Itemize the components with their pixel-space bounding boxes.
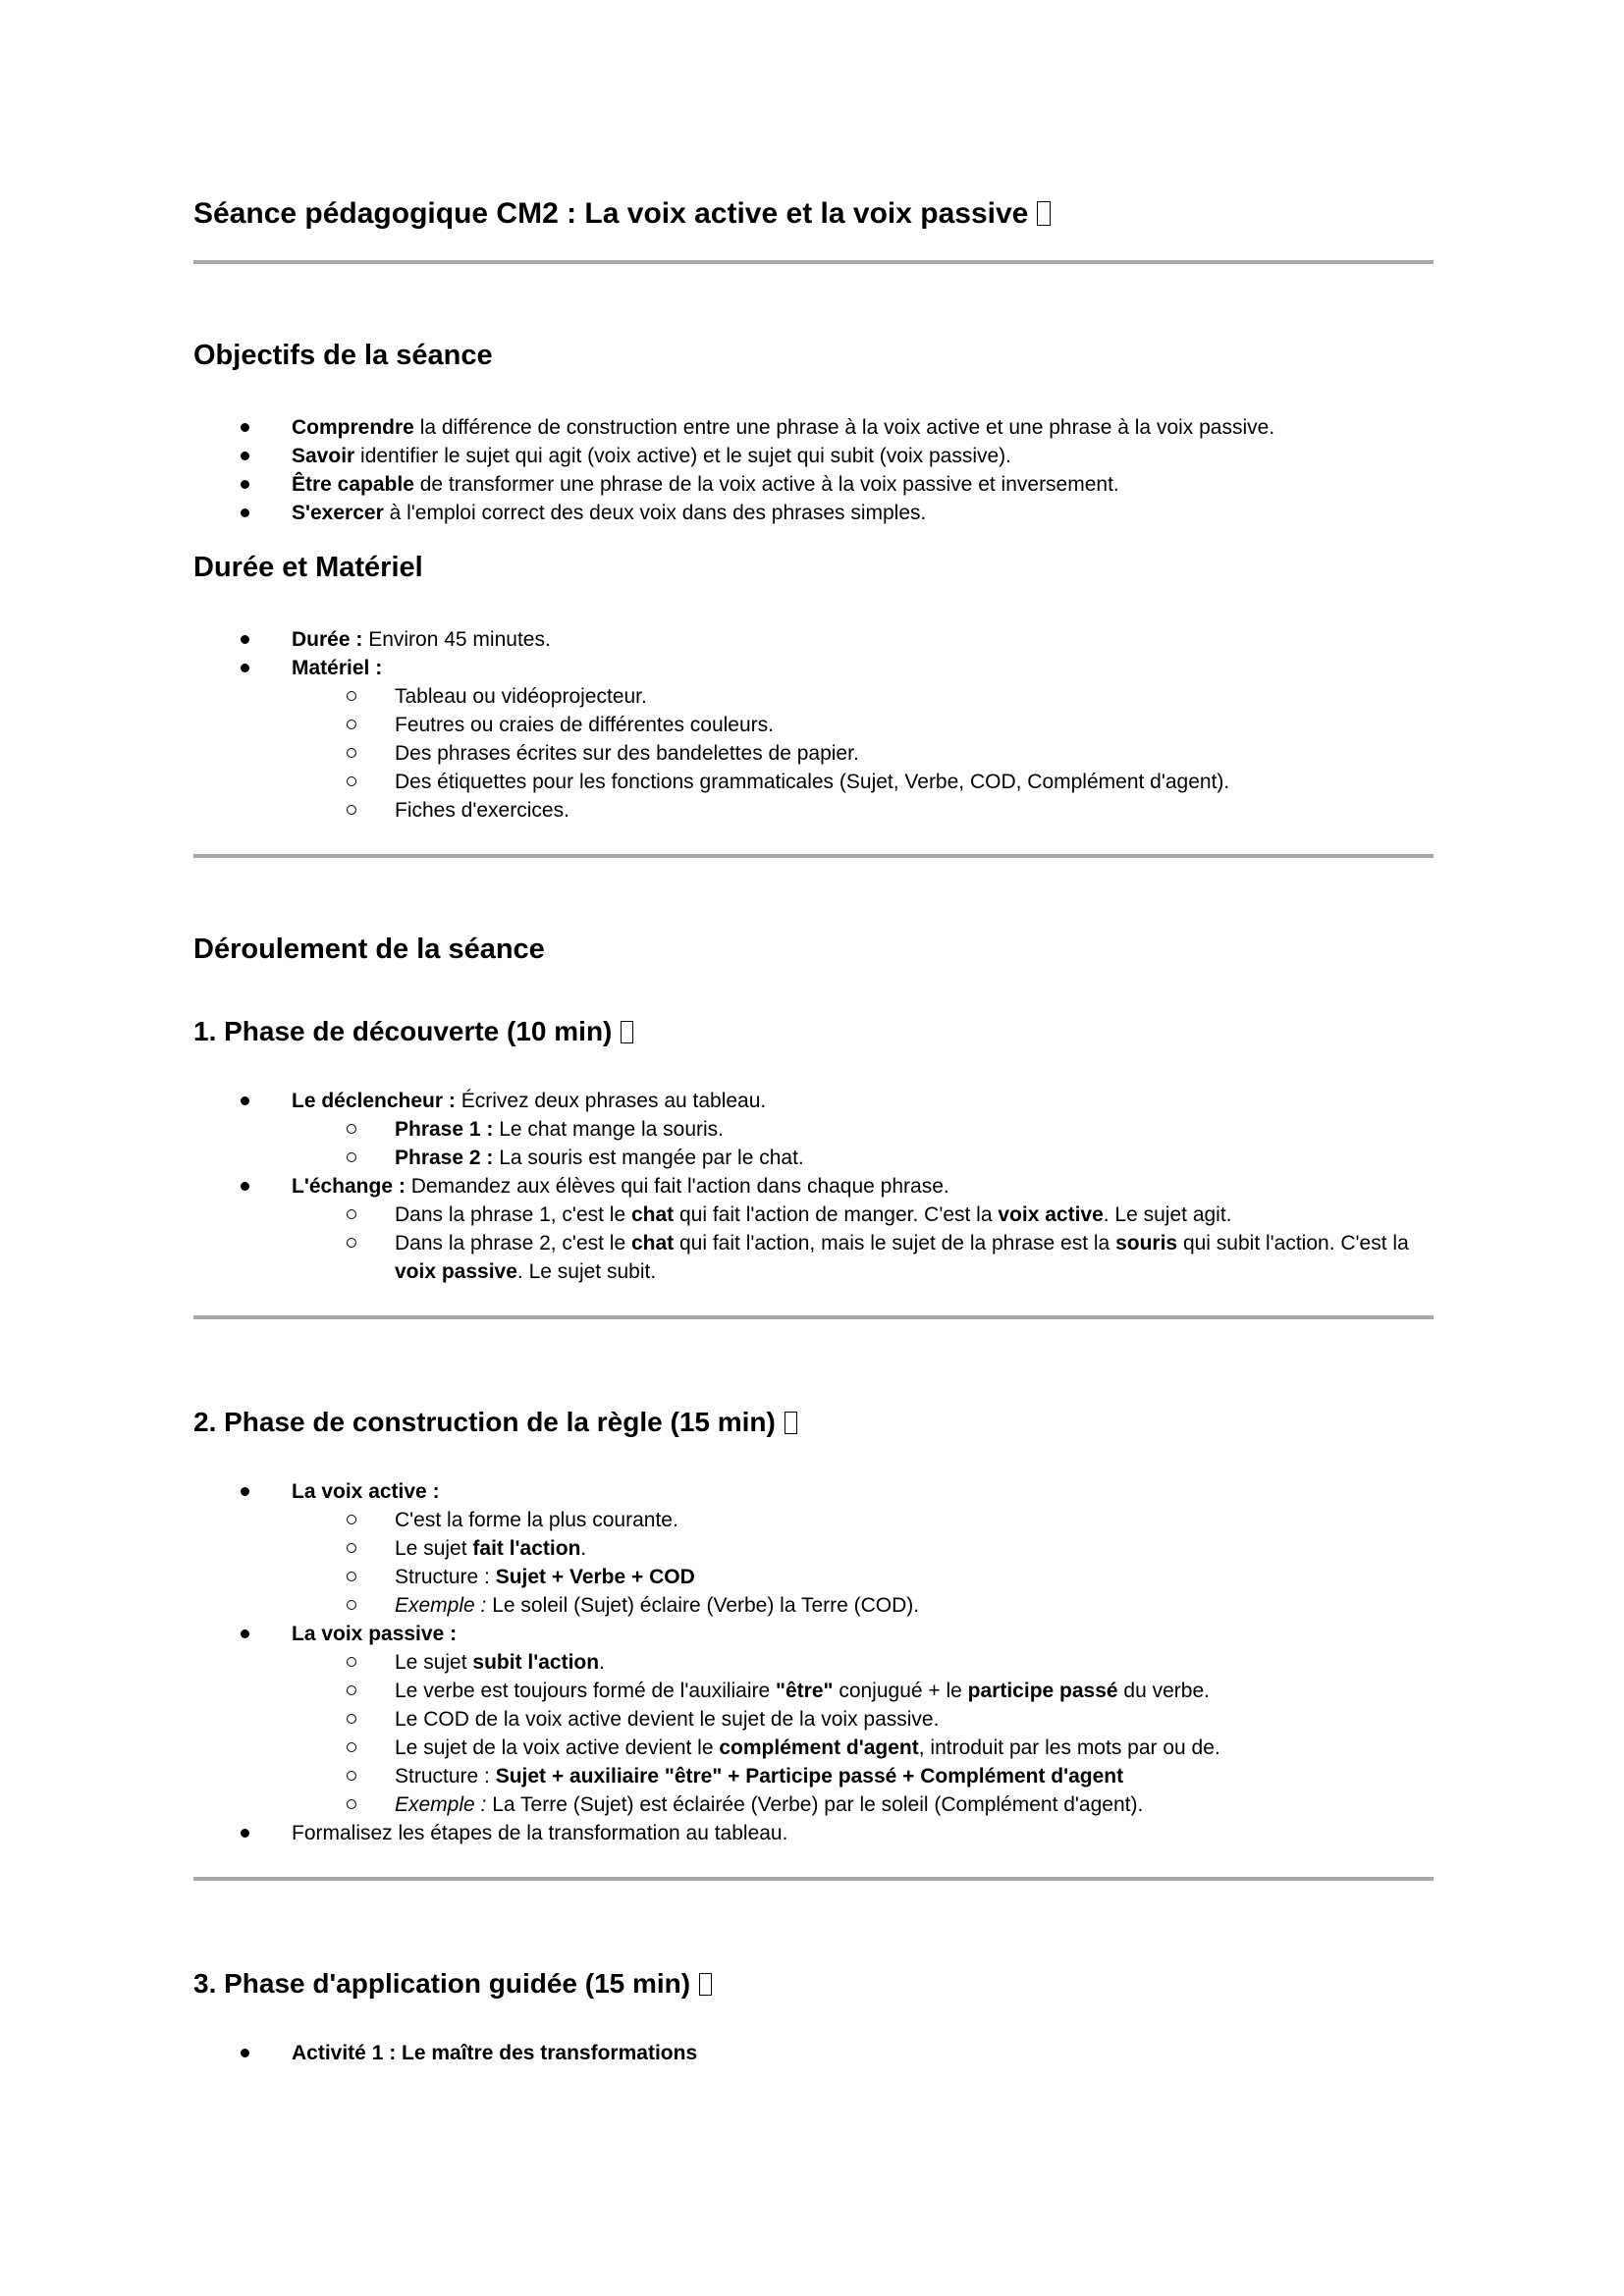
section-heading: Objectifs de la séance bbox=[193, 340, 493, 371]
text-run: Le soleil (Sujet) éclaire (Verbe) la Terre (COD). bbox=[486, 1594, 920, 1617]
bullet-circle-marker bbox=[347, 720, 356, 729]
text-run: Phrase 1 : bbox=[395, 1118, 494, 1141]
text-run: Dans la phrase 2, c'est le bbox=[395, 1232, 631, 1255]
list-item bbox=[193, 1734, 1434, 1762]
text-run: souris bbox=[1115, 1232, 1178, 1255]
list-item bbox=[193, 1229, 1434, 1286]
bullet-circle-marker bbox=[347, 805, 356, 815]
text-run: à l'emploi correct des deux voix dans des phrases simples. bbox=[383, 502, 927, 524]
text-run: Être capable bbox=[292, 473, 414, 496]
bullet-circle-marker bbox=[347, 1209, 356, 1219]
text-run: . bbox=[580, 1537, 587, 1560]
bullet-dot-marker bbox=[241, 664, 249, 672]
text-run: Tableau ou vidéoprojecteur. bbox=[395, 685, 647, 708]
bullet-circle-marker bbox=[347, 1572, 356, 1581]
bullet-dot-marker bbox=[241, 480, 249, 489]
bullet-circle-marker bbox=[347, 1742, 356, 1752]
text-run: Savoir bbox=[292, 445, 355, 467]
text-run: qui fait l'action, mais le sujet de la phrase est la bbox=[674, 1232, 1116, 1255]
bullet-circle-marker bbox=[347, 1124, 356, 1134]
bullet-circle-marker bbox=[347, 1543, 356, 1553]
text-run: de transformer une phrase de la voix active à la voix passive et inversement. bbox=[413, 473, 1119, 496]
text-run: Le sujet bbox=[395, 1537, 473, 1560]
text-run: Structure : bbox=[395, 1566, 496, 1588]
text-run: Matériel : bbox=[292, 657, 383, 679]
bullet-circle-marker bbox=[347, 1515, 356, 1524]
bullet-circle-marker bbox=[347, 1771, 356, 1781]
missing-emoji-box bbox=[785, 1412, 797, 1434]
text-run: voix active bbox=[998, 1203, 1104, 1226]
text-run: La souris est mangée par le chat. bbox=[493, 1147, 804, 1169]
bullet-circle-marker bbox=[347, 1238, 356, 1248]
list-item bbox=[193, 1677, 1434, 1705]
list-item bbox=[193, 654, 1434, 682]
text-run: C'est la forme la plus courante. bbox=[395, 1509, 678, 1531]
text-run: Le verbe est toujours formé de l'auxiliaire bbox=[395, 1680, 777, 1702]
text-run: Demandez aux élèves qui fait l'action dans chaque phrase. bbox=[405, 1175, 949, 1198]
bullet-circle-marker bbox=[347, 1152, 356, 1162]
missing-emoji-box bbox=[621, 1021, 633, 1043]
bullet-circle-marker bbox=[347, 1657, 356, 1667]
list-item bbox=[193, 1477, 1434, 1506]
list-item bbox=[193, 1115, 1434, 1144]
list-item bbox=[193, 1648, 1434, 1677]
text-run: qui fait l'action de manger. C'est la bbox=[674, 1203, 999, 1226]
list-item bbox=[193, 470, 1434, 499]
bullet-list bbox=[193, 413, 1434, 527]
list-item bbox=[193, 625, 1434, 654]
bullet-circle-marker bbox=[347, 748, 356, 758]
bullet-circle-marker bbox=[347, 776, 356, 786]
text-run: Durée : bbox=[292, 628, 363, 651]
text-run: L'échange : bbox=[292, 1175, 406, 1198]
text-run: voix passive bbox=[395, 1260, 517, 1283]
bullet-dot-marker bbox=[241, 2049, 249, 2057]
text-run: Dans la phrase 1, c'est le bbox=[395, 1203, 631, 1226]
text-run: Phrase 2 : bbox=[395, 1147, 494, 1169]
text-run: , introduit par les mots par ou de. bbox=[918, 1736, 1220, 1759]
list-item bbox=[193, 1591, 1434, 1620]
bullet-list bbox=[193, 1087, 1434, 1286]
list-item bbox=[193, 413, 1434, 442]
bullet-dot-marker bbox=[241, 452, 249, 460]
list-item bbox=[193, 499, 1434, 527]
bullet-list bbox=[193, 2039, 1434, 2067]
list-item bbox=[193, 1534, 1434, 1563]
bullet-dot-marker bbox=[241, 1487, 249, 1496]
list-item bbox=[193, 682, 1434, 711]
text-run: Activité 1 : Le maître des transformations bbox=[292, 2042, 698, 2064]
bullet-dot-marker bbox=[241, 1629, 249, 1638]
text-run: La Terre (Sujet) est éclairée (Verbe) par le soleil (Complément d'agent). bbox=[486, 1793, 1144, 1816]
bullet-circle-marker bbox=[347, 1799, 356, 1809]
list-item bbox=[193, 1087, 1434, 1115]
text-run: Le déclencheur : bbox=[292, 1090, 456, 1112]
phase-heading-label: 3. Phase d'application guidée (15 min) bbox=[193, 1968, 691, 1999]
text-run: . bbox=[599, 1651, 605, 1674]
phase-heading bbox=[193, 1015, 1434, 1047]
text-run: Fiches d'exercices. bbox=[395, 799, 569, 822]
text-run: Le chat mange la souris. bbox=[493, 1118, 725, 1141]
text-run: Structure : bbox=[395, 1765, 496, 1788]
section-heading: Durée et Matériel bbox=[193, 552, 423, 583]
list-item bbox=[193, 796, 1434, 825]
list-item bbox=[193, 739, 1434, 768]
text-run: fait l'action bbox=[472, 1537, 581, 1560]
text-run: complément d'agent bbox=[719, 1736, 919, 1759]
text-run: qui subit l'action. C'est la bbox=[1177, 1232, 1409, 1255]
section-heading: Déroulement de la séance bbox=[193, 934, 545, 965]
text-run: Écrivez deux phrases au tableau. bbox=[455, 1090, 767, 1112]
section-divider bbox=[193, 854, 1434, 858]
text-run: Le sujet de la voix active devient le bbox=[395, 1736, 720, 1759]
text-run: Environ 45 minutes. bbox=[362, 628, 551, 651]
text-run: la différence de construction entre une phrase à la voix active et une phrase à la voix passive. bbox=[413, 416, 1275, 439]
list-item bbox=[193, 2039, 1434, 2067]
bullet-list bbox=[193, 1477, 1434, 1847]
text-run: Des étiquettes pour les fonctions grammaticales (Sujet, Verbe, COD, Complément d'agent). bbox=[395, 771, 1230, 793]
list-item bbox=[193, 1506, 1434, 1534]
missing-emoji-box bbox=[699, 1973, 712, 1996]
text-run: Le sujet bbox=[395, 1651, 473, 1674]
list-item bbox=[193, 1819, 1434, 1847]
bullet-list bbox=[193, 625, 1434, 825]
text-run: chat bbox=[630, 1232, 675, 1255]
bullet-dot-marker bbox=[241, 1182, 249, 1191]
bullet-dot-marker bbox=[241, 508, 249, 517]
bullet-circle-marker bbox=[347, 1685, 356, 1695]
bullet-circle-marker bbox=[347, 691, 356, 701]
text-run: conjugué + le bbox=[833, 1680, 968, 1702]
section-divider bbox=[193, 1877, 1434, 1881]
text-run: . Le sujet subit. bbox=[516, 1260, 657, 1283]
text-run: Exemple : bbox=[395, 1594, 487, 1617]
phase-heading bbox=[193, 1967, 1434, 2000]
text-run: Sujet + auxiliaire "être" + Participe passé + Complément d'agent bbox=[495, 1765, 1124, 1788]
text-run: La voix passive : bbox=[292, 1623, 458, 1645]
text-run: Feutres ou craies de différentes couleurs. bbox=[395, 714, 774, 736]
bullet-dot-marker bbox=[241, 635, 249, 644]
text-run: Des phrases écrites sur des bandelettes de papier. bbox=[395, 742, 859, 765]
bullet-dot-marker bbox=[241, 423, 249, 432]
text-run: Formalisez les étapes de la transformation au tableau. bbox=[292, 1822, 788, 1844]
text-run: "être" bbox=[776, 1680, 834, 1702]
phase-heading-label: 2. Phase de construction de la règle (15 min) bbox=[193, 1407, 776, 1437]
list-item bbox=[193, 1790, 1434, 1819]
text-run: identifier le sujet qui agit (voix active) et le sujet qui subit (voix passive). bbox=[354, 445, 1012, 467]
list-item bbox=[193, 1201, 1434, 1229]
text-run: chat bbox=[630, 1203, 675, 1226]
text-run: Sujet + Verbe + COD bbox=[495, 1566, 695, 1588]
list-item bbox=[193, 1144, 1434, 1172]
list-item bbox=[193, 1762, 1434, 1790]
text-run: subit l'action bbox=[472, 1651, 600, 1674]
section-divider bbox=[193, 260, 1434, 264]
phase-heading-label: 1. Phase de découverte (10 min) bbox=[193, 1016, 613, 1046]
text-run: Exemple : bbox=[395, 1793, 487, 1816]
bullet-dot-marker bbox=[241, 1096, 249, 1105]
text-run: Comprendre bbox=[292, 416, 414, 439]
text-run: du verbe. bbox=[1117, 1680, 1210, 1702]
section-divider bbox=[193, 1315, 1434, 1319]
list-item bbox=[193, 1705, 1434, 1734]
list-item bbox=[193, 1620, 1434, 1648]
list-item bbox=[193, 711, 1434, 739]
list-item bbox=[193, 1172, 1434, 1201]
text-run: La voix active : bbox=[292, 1480, 440, 1503]
list-item bbox=[193, 768, 1434, 796]
text-run: . Le sujet agit. bbox=[1103, 1203, 1232, 1226]
bullet-circle-marker bbox=[347, 1714, 356, 1724]
text-run: Le COD de la voix active devient le sujet de la voix passive. bbox=[395, 1708, 940, 1731]
doc-title bbox=[193, 197, 1434, 231]
text-run: participe passé bbox=[967, 1680, 1118, 1702]
phase-heading bbox=[193, 1406, 1434, 1438]
text-run: S'exercer bbox=[292, 502, 384, 524]
bullet-dot-marker bbox=[241, 1829, 249, 1838]
list-item bbox=[193, 1563, 1434, 1591]
missing-emoji-box bbox=[1037, 201, 1051, 226]
text-run: Séance pédagogique CM2 : La voix active et la voix passive bbox=[193, 197, 1029, 230]
bullet-circle-marker bbox=[347, 1600, 356, 1610]
list-item bbox=[193, 442, 1434, 470]
